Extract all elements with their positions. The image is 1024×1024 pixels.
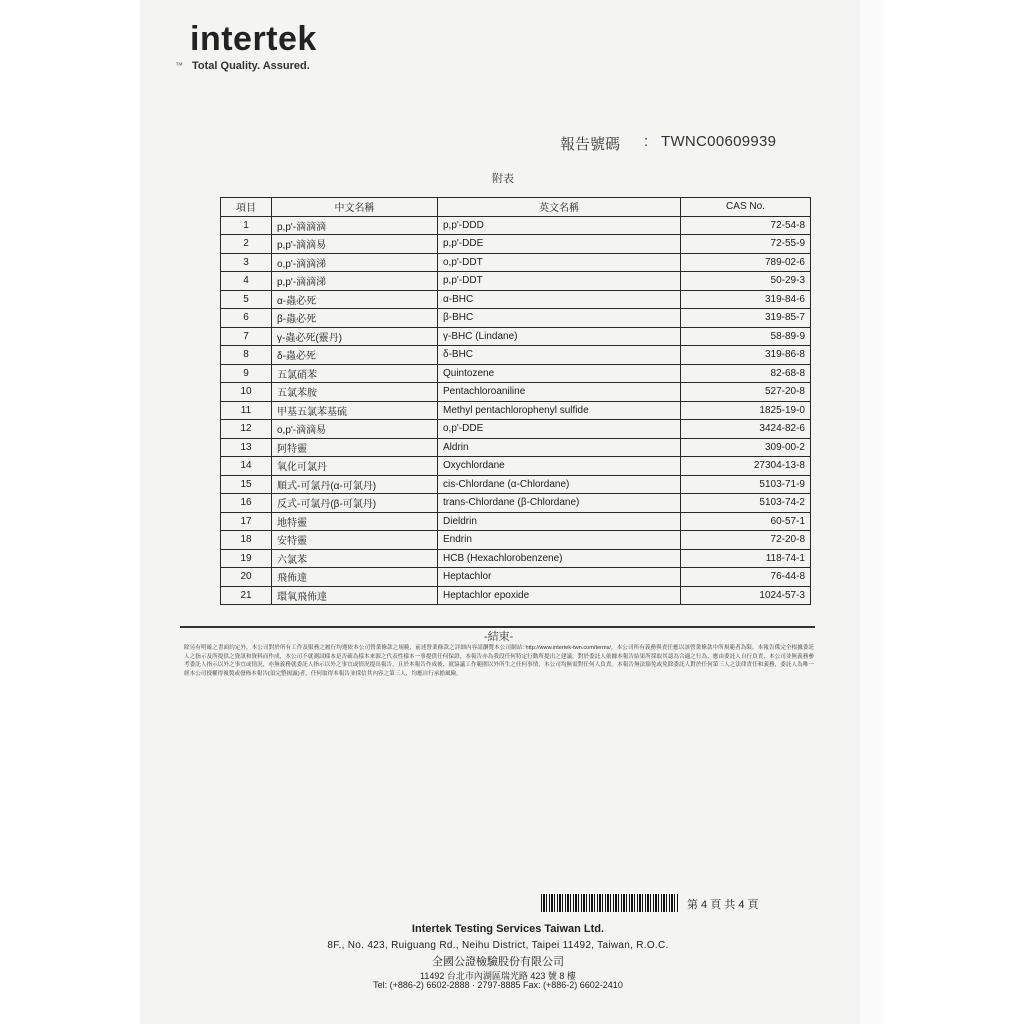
cell-chinese-name: 氧化可氯丹 (272, 457, 438, 476)
table-row (221, 512, 811, 531)
cell-item-no: 9 (221, 364, 272, 383)
cell-cas-no: 58-89-9 (681, 327, 811, 346)
table-row (221, 253, 811, 272)
cell-chinese-name: 六氯苯 (272, 549, 438, 568)
footer-address-en: 8F., No. 423, Ruiguang Rd., Neihu District, Taipei 11492, Taiwan, R.O.C. (327, 940, 669, 951)
table-row (221, 420, 811, 439)
report-number-label: 報告號碼 (560, 136, 621, 153)
table-row (221, 438, 811, 457)
cell-cas-no: 72-20-8 (681, 531, 811, 550)
cell-item-no: 14 (221, 457, 272, 476)
cell-cas-no: 527-20-8 (681, 383, 811, 402)
cell-cas-no: 72-54-8 (681, 216, 811, 235)
table-row (221, 568, 811, 587)
cell-english-name: p,p'-DDT (438, 272, 681, 291)
cell-english-name: o,p'-DDT (438, 253, 681, 272)
cell-english-name: HCB (Hexachlorobenzene) (438, 549, 681, 568)
cell-chinese-name: o,p'-滴滴易 (272, 420, 438, 439)
cell-cas-no: 60-57-1 (681, 512, 811, 531)
cell-chinese-name: 反式-可氯丹(β-可氯丹) (272, 494, 438, 513)
cell-cas-no: 76-44-8 (681, 568, 811, 587)
cell-item-no: 16 (221, 494, 272, 513)
disclaimer-text: 除另有明確之書面約定外，本公司對於所有工作及服務之履行均遵依本公司營業條款之規範，前述營業條款之詳細內容請瀏覽本公司網站: http://www.intertek-twn.com/terms/，本公司所有義務與責任應以該營業條款中所規範者為限。本報告係完全根據委託人之指示及所提供之資訊和資料而作成，本公司不就測試樣本是否確為樣本來源之代表性樣本一事提供任何保證，本報告亦為我段任何特定行動所提出之建議。對於委託人依據本報告結果所採取其認為合適之行為，應由委託人自行負責，本公司並無義務參考委託人指示以外之事宜或情況，亦無義務就委託人指示以外之事宜或情況提出報告，且於本報告作成後，就協議工作範圍以外所生之任何事情，本公司均無需對任何人負責。本報告無法豁免或免除委託人對於任何第三人之法律責任和義務，委託人為唯一經本公司授權得複製或發佈本報告(須完整揭露)者，任何取得本報告並採信其內容之第三人，均應自行承擔風險。 (184, 645, 814, 677)
cell-item-no: 1 (221, 216, 272, 235)
table-row (221, 364, 811, 383)
table-header-row (221, 198, 811, 217)
cell-cas-no: 319-85-7 (681, 309, 811, 328)
table-row (221, 272, 811, 291)
report-number-colon: : (644, 133, 649, 150)
cell-cas-no: 5103-71-9 (681, 475, 811, 494)
cell-english-name: p,p'-DDE (438, 235, 681, 254)
cell-item-no: 5 (221, 290, 272, 309)
cell-english-name: Dieldrin (438, 512, 681, 531)
cell-chinese-name: p,p'-滴滴涕 (272, 272, 438, 291)
cell-english-name: Quintozene (438, 364, 681, 383)
cell-chinese-name: 環氧飛佈達 (272, 586, 438, 605)
cell-item-no: 13 (221, 438, 272, 457)
report-number: TWNC00609939 (661, 133, 777, 150)
cell-english-name: Heptachlor (438, 568, 681, 587)
table-row (221, 549, 811, 568)
cell-cas-no: 789-02-6 (681, 253, 811, 272)
cell-item-no: 15 (221, 475, 272, 494)
table-row (221, 457, 811, 476)
table-row (221, 346, 811, 365)
header-english-name: 英文名稱 (438, 198, 681, 217)
cell-chinese-name: 五氯苯胺 (272, 383, 438, 402)
intertek-logo: intertek (190, 20, 317, 58)
header-chinese-name: 中文名稱 (272, 198, 438, 217)
cell-cas-no: 319-84-6 (681, 290, 811, 309)
cell-item-no: 10 (221, 383, 272, 402)
cell-cas-no: 3424-82-6 (681, 420, 811, 439)
cell-item-no: 8 (221, 346, 272, 365)
table-row (221, 383, 811, 402)
cell-cas-no: 72-55-9 (681, 235, 811, 254)
cell-chinese-name: 安特靈 (272, 531, 438, 550)
cell-cas-no: 319-86-8 (681, 346, 811, 365)
cell-cas-no: 1825-19-0 (681, 401, 811, 420)
cell-cas-no: 27304-13-8 (681, 457, 811, 476)
table-row (221, 531, 811, 550)
cell-cas-no: 1024-57-3 (681, 586, 811, 605)
end-marker: -結束- (484, 631, 514, 643)
cell-item-no: 19 (221, 549, 272, 568)
table-row (221, 494, 811, 513)
cell-item-no: 11 (221, 401, 272, 420)
table-row (221, 401, 811, 420)
cell-item-no: 18 (221, 531, 272, 550)
table-row (221, 309, 811, 328)
footer-phone-fax: Tel: (+886-2) 6602-2888 · 2797-8885 Fax: (+886-2) 6602-2410 (373, 980, 623, 990)
cell-english-name: β-BHC (438, 309, 681, 328)
cell-english-name: trans-Chlordane (β-Chlordane) (438, 494, 681, 513)
cell-english-name: Methyl pentachlorophenyl sulfide (438, 401, 681, 420)
cell-english-name: Aldrin (438, 438, 681, 457)
cell-chinese-name: β-蟲必死 (272, 309, 438, 328)
footer-address-zh: 11492 台北市內湖區瑞光路 423 號 8 樓 (420, 971, 576, 981)
cell-item-no: 7 (221, 327, 272, 346)
cell-english-name: Pentachloroaniline (438, 383, 681, 402)
table-row (221, 216, 811, 235)
table-row (221, 586, 811, 605)
header-cas-no: CAS No. (681, 198, 811, 217)
page-edge (860, 0, 884, 1024)
cell-cas-no: 82-68-8 (681, 364, 811, 383)
cell-english-name: Heptachlor epoxide (438, 586, 681, 605)
cell-chinese-name: 阿特靈 (272, 438, 438, 457)
cell-item-no: 2 (221, 235, 272, 254)
cell-item-no: 12 (221, 420, 272, 439)
page-number: 第 4 頁 共 4 頁 (687, 899, 759, 911)
cell-chinese-name: o,p'-滴滴涕 (272, 253, 438, 272)
cell-english-name: cis-Chlordane (α-Chlordane) (438, 475, 681, 494)
cell-chinese-name: 甲基五氯苯基硫 (272, 401, 438, 420)
cell-chinese-name: p,p'-滴滴滴 (272, 216, 438, 235)
cell-chinese-name: 地特靈 (272, 512, 438, 531)
substance-table (220, 197, 811, 605)
cell-cas-no: 50-29-3 (681, 272, 811, 291)
cell-english-name: Oxychlordane (438, 457, 681, 476)
cell-chinese-name: p,p'-滴滴易 (272, 235, 438, 254)
cell-cas-no: 309-00-2 (681, 438, 811, 457)
cell-english-name: α-BHC (438, 290, 681, 309)
barcode (541, 894, 679, 912)
table-row (221, 327, 811, 346)
footer-company-en: Intertek Testing Services Taiwan Ltd. (411, 923, 605, 935)
cell-english-name: γ-BHC (Lindane) (438, 327, 681, 346)
cell-item-no: 21 (221, 586, 272, 605)
cell-chinese-name: α-蟲必死 (272, 290, 438, 309)
table-row (221, 235, 811, 254)
footer-company-zh: 全國公證檢驗股份有限公司 (432, 956, 564, 968)
appendix-title: 附表 (492, 173, 514, 185)
cell-cas-no: 118-74-1 (681, 549, 811, 568)
logo-trademark: ™ (175, 61, 183, 70)
cell-english-name: p,p'-DDD (438, 216, 681, 235)
table-row (221, 290, 811, 309)
cell-cas-no: 5103-74-2 (681, 494, 811, 513)
header-item-no: 項目 (221, 198, 272, 217)
cell-item-no: 6 (221, 309, 272, 328)
cell-english-name: δ-BHC (438, 346, 681, 365)
cell-chinese-name: 順式-可氯丹(α-可氯丹) (272, 475, 438, 494)
cell-english-name: Endrin (438, 531, 681, 550)
cell-chinese-name: 五氯硝苯 (272, 364, 438, 383)
cell-item-no: 4 (221, 272, 272, 291)
cell-item-no: 3 (221, 253, 272, 272)
cell-chinese-name: γ-蟲必死(靈丹) (272, 327, 438, 346)
table-row (221, 475, 811, 494)
cell-item-no: 20 (221, 568, 272, 587)
cell-chinese-name: δ-蟲必死 (272, 346, 438, 365)
cell-english-name: o,p'-DDE (438, 420, 681, 439)
cell-item-no: 17 (221, 512, 272, 531)
cell-chinese-name: 飛佈達 (272, 568, 438, 587)
logo-tagline: Total Quality. Assured. (192, 60, 310, 72)
